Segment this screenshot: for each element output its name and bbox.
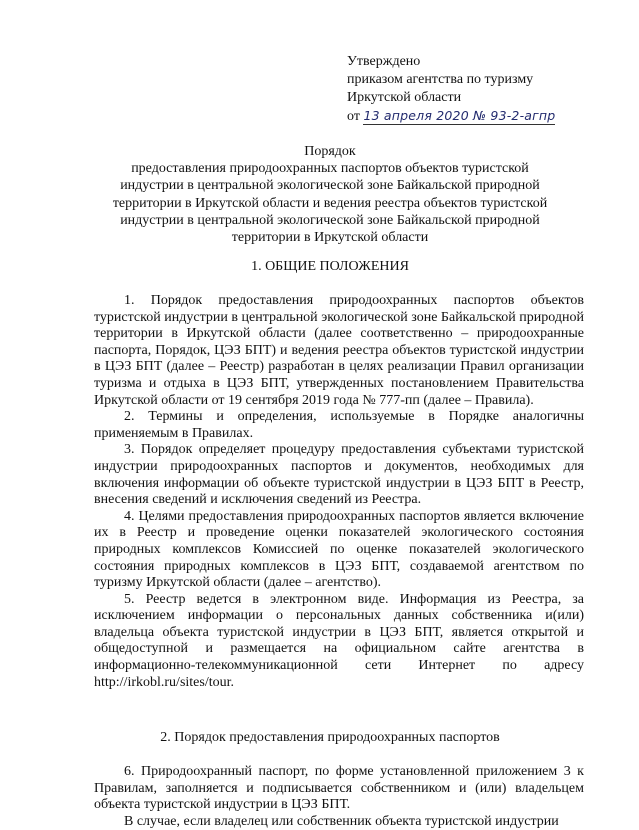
handwritten-date-number (363, 107, 555, 126)
approval-line-approved: Утверждено (347, 54, 421, 69)
approval-block (347, 53, 555, 126)
paragraph-3: 3. Порядок определяет процедуру предоставления субъектами туристской индустрии природоохранных паспортов и документов, необходимых для включения информации об объекте туристской индустрии в ЦЭЗ БПТ в Реестр, внесения сведений и исключения сведений из Реестра. (94, 442, 584, 508)
document-subtitle: предоставления природоохранных паспортов объектов туристской индустрии в центральной экологической зоне Байкальской природной территории в Иркутской области и ведения реестра объектов туристской индустрии в центральной экологической зоне Байкальской природной территории в Иркутской области (112, 161, 548, 246)
approval-date-prefix: от (347, 109, 360, 124)
paragraph-6: 6. Природоохранный паспорт, по форме установленной приложением 3 к Правилам, заполняется и подписывается собственником и (или) владельцем объекта туристской индустрии в ЦЭЗ БПТ. (94, 764, 584, 813)
paragraph-5: 5. Реестр ведется в электронном виде. Информация из Реестра, за исключением информации о персональных данных собственника и(или) владельца объекта туристской индустрии в ЦЭЗ БПТ, является открытой и общедоступной и размещается на официальном сайте агентства в информационно-телекоммуникационной сети Интернет по адресу http://irkobl.ru/sites/tour. (94, 591, 584, 690)
section-passports-body (94, 764, 584, 830)
document-title: Порядок (304, 144, 356, 159)
approval-date-line (347, 107, 555, 126)
paragraph-1: 1. Порядок предоставления природоохранных паспортов объектов туристской индустрии в центральной экологической зоне Байкальской природной территории в Иркутской области (далее соответственно – природоохранные паспорта, Порядок, ЦЭЗ БПТ) и ведения реестра объектов туристской индустрии в ЦЭЗ БПТ (далее – Реестр) разработан в целях реализации Правил организации туризма и отдыха в ЦЭЗ БПТ, утвержденных постановлением Правительства Иркутской области от 19 сентября 2019 года № 777-пп (далее – Правила). (94, 293, 584, 408)
section-general-body (94, 293, 584, 691)
approval-line-order: приказом агентства по туризму (347, 72, 534, 87)
section-heading-general: 1. ОБЩИЕ ПОЛОЖЕНИЯ (251, 259, 409, 274)
handwritten-text: 13 апреля 2020 № 93-2-агпр (363, 108, 556, 123)
paragraph-7: В случае, если владелец или собственник объекта туристской индустрии (124, 813, 559, 829)
approval-line-region: Иркутской области (347, 90, 462, 105)
date-underline (363, 124, 555, 125)
paragraph-2: 2. Термины и определения, используемые в Порядке аналогичны применяемым в Правилах. (94, 409, 584, 441)
paragraph-4: 4. Целями предоставления природоохранных паспортов является включение их в Реестр и проведение оценки показателей экологического состояния природных комплексов Комиссией по оценке показателей экологического состояния природных комплексов в ЦЭЗ БПТ, создаваемой агентством по туризму Иркутской области (далее – агентство). (94, 508, 584, 591)
section-heading-passports: 2. Порядок предоставления природоохранных паспортов (160, 730, 500, 745)
